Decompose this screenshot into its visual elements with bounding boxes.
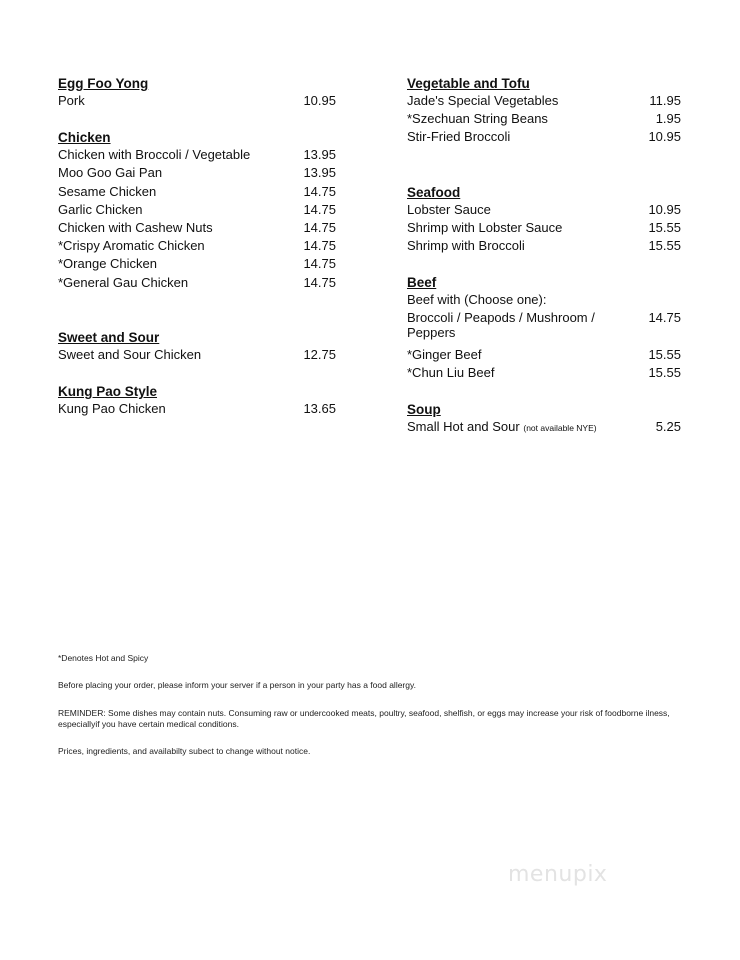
item-price: 14.75 (303, 219, 336, 235)
menu-item (58, 256, 336, 274)
menu-item (407, 111, 681, 129)
item-price: 15.55 (648, 237, 681, 253)
item-price: 15.55 (648, 219, 681, 235)
item-name: Chicken with Broccoli / Vegetable (58, 147, 251, 163)
menu-item (407, 419, 681, 437)
item-price: 13.95 (303, 147, 336, 163)
section-title: Sweet and Sour (58, 329, 160, 345)
item-price: 10.95 (648, 129, 681, 145)
item-price: 14.75 (303, 256, 336, 272)
item-name: Lobster Sauce (407, 201, 491, 217)
item-price: 15.55 (648, 346, 681, 362)
menu-item (58, 401, 336, 419)
item-note: (not available NYE) (523, 423, 597, 434)
section-beef (407, 274, 681, 383)
item-name: Sweet and Sour Chicken (58, 346, 202, 362)
item-price: 13.65 (303, 400, 336, 416)
section-title: Soup (407, 402, 441, 418)
footnote-prices: Prices, ingredients, and availabilty subect to change without notice. (58, 746, 311, 756)
menu-item (407, 202, 681, 220)
footnote-reminder: REMINDER: Some dishes may contain nuts. Consuming raw or undercooked meats, poultry, seafood, shelfish, or eggs may increase your risk of foodborne ilness, especiallyif you have certain medical conditions. (58, 708, 670, 729)
beef-intro: Beef with (Choose one): (407, 292, 547, 308)
item-price: 14.75 (303, 274, 336, 290)
section-egg-foo-yong (58, 75, 336, 111)
item-name-wrap (407, 419, 656, 436)
item-name: Pork (58, 93, 85, 108)
menu-item (58, 147, 336, 165)
item-name: Kung Pao Chicken (58, 400, 166, 416)
footnote-allergy: Before placing your order, please inform your server if a person in your party has a food allergy. (58, 680, 416, 690)
menu-item (407, 93, 681, 111)
menu-item (407, 347, 681, 365)
item-price: 14.75 (303, 183, 336, 199)
item-name: Moo Goo Gai Pan (58, 165, 163, 181)
section-vegetable-tofu (407, 75, 681, 148)
section-chicken (58, 129, 336, 293)
item-price: 13.95 (303, 165, 336, 181)
item-price: 14.75 (648, 310, 681, 326)
item-name: *Ginger Beef (407, 346, 482, 362)
item-name: *Crispy Aromatic Chicken (58, 238, 205, 254)
item-name: Small Hot and Sour (407, 419, 520, 435)
right-column (407, 75, 681, 437)
item-name: Garlic Chicken (58, 201, 143, 217)
menu-item (58, 202, 336, 220)
item-name: Sesame Chicken (58, 183, 157, 199)
item-name: Broccoli / Peapods / Mushroom / Peppers (407, 310, 595, 341)
menu-item (58, 347, 336, 365)
item-name: Chicken with Cashew Nuts (58, 219, 213, 235)
section-title: Vegetable and Tofu (407, 76, 530, 91)
item-price: 14.75 (303, 201, 336, 217)
section-title: Chicken (58, 130, 111, 146)
section-soup (407, 401, 681, 437)
item-name: Shrimp with Lobster Sauce (407, 219, 563, 235)
section-title: Seafood (407, 184, 461, 200)
item-price: 14.75 (303, 238, 336, 254)
menu-item (407, 238, 681, 256)
menu-item (58, 93, 336, 111)
item-name: Jade's Special Vegetables (407, 93, 559, 108)
section-title: Egg Foo Yong (58, 76, 149, 91)
menu-item (58, 165, 336, 183)
item-price: 11.95 (649, 93, 681, 108)
section-title: Beef (407, 275, 437, 291)
menu-item (58, 220, 336, 238)
item-price: 15.55 (648, 364, 681, 380)
section-seafood (407, 184, 681, 257)
footnote-spicy: *Denotes Hot and Spicy (58, 653, 149, 663)
menu-item (58, 184, 336, 202)
item-name: *Chun Liu Beef (407, 364, 495, 380)
menu-item (58, 238, 336, 256)
item-price: 10.95 (648, 201, 681, 217)
item-name: *Orange Chicken (58, 256, 157, 272)
item-name: *Szechuan String Beans (407, 111, 548, 127)
menu-item (407, 220, 681, 238)
left-column (58, 75, 336, 419)
menu-item (407, 310, 681, 346)
item-name: Shrimp with Broccoli (407, 237, 525, 253)
item-price: 12.75 (303, 346, 336, 362)
item-price: 10.95 (303, 93, 336, 108)
item-price: 5.25 (655, 419, 681, 435)
section-title: Kung Pao Style (58, 383, 158, 399)
item-name: *General Gau Chicken (58, 274, 189, 290)
watermark: menupix (508, 862, 608, 887)
menu-item (407, 129, 681, 147)
section-kung-pao (58, 383, 336, 419)
item-price: 1.95 (655, 111, 681, 127)
menu-item (407, 365, 681, 383)
section-sweet-and-sour (58, 329, 336, 365)
item-name: Stir-Fried Broccoli (407, 129, 511, 145)
menu-item (58, 275, 336, 293)
